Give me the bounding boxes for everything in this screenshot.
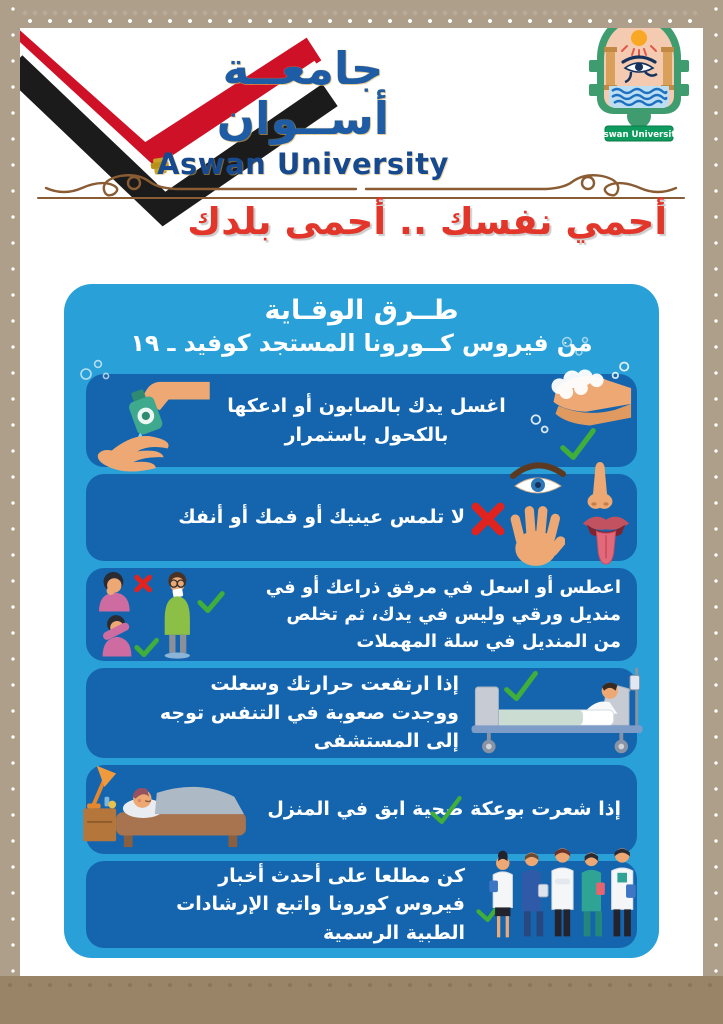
doctor-figure <box>489 851 512 938</box>
prevention-row-go-to-hospital <box>86 668 637 758</box>
nose-icon <box>583 460 617 512</box>
prevention-rows <box>86 374 637 948</box>
prevention-row-stay-home <box>86 765 637 854</box>
nurse-figure <box>582 853 605 937</box>
medical-staff-icon <box>487 842 637 946</box>
row-text: إذا شعرت بوعكة صحية ابق في المنزل <box>267 798 621 821</box>
row-text: إذا ارتفعت حرارتك وسعلت ووجدت صعوبة في التنفس توجه إلى المستشفى <box>159 673 459 753</box>
checkmark-icon <box>427 793 465 827</box>
sneeze-into-hand-icon <box>99 572 130 612</box>
row-text: اعطس أو اسعل في مرفق ذراعك أو في منديل ورقي وليس في يدك، ثم تخلص من المنديل في سلة المهملات <box>265 577 621 652</box>
logo-column-icon <box>663 50 672 86</box>
doctor-figure <box>612 848 636 936</box>
row-text: كن مطلعا على أحدث أخبار فيروس كورونا واتبع الإرشادات الطبية الرسمية <box>176 864 465 944</box>
prevention-row-stay-informed <box>86 861 637 948</box>
slogan-title: أحمي نفسك .. أحمى بلدك <box>187 200 667 243</box>
cross-icon <box>469 500 507 538</box>
ornamental-border-right <box>703 0 723 1024</box>
sneeze-into-elbow-icon <box>103 615 132 656</box>
ornamental-border-bottom <box>0 976 723 1024</box>
row-text: لا تلمس عينيك أو فمك أو أنفك <box>178 506 465 529</box>
bubbles-decoration <box>78 354 118 384</box>
sanitizer-hands-icon <box>84 374 212 472</box>
university-name-english: Aswan University <box>157 147 449 181</box>
prevention-panel <box>64 284 659 958</box>
palm-icon <box>509 504 565 568</box>
eye-icon <box>507 462 567 498</box>
panel-title-line1: طــرق الوقـاية <box>264 295 459 326</box>
cross-icon <box>137 577 150 590</box>
university-name-arabic: جامعــة أســوان <box>216 42 390 145</box>
checkmark-icon <box>137 640 157 654</box>
sneeze-figures-icon <box>90 566 252 666</box>
aswan-university-emblem-icon <box>587 10 691 148</box>
logo-column-icon <box>606 50 615 86</box>
flourish-divider <box>26 166 696 204</box>
logo-label: Aswan University <box>596 130 682 140</box>
bubbles-decoration <box>557 332 593 362</box>
prevention-row-wash-hands <box>86 374 637 467</box>
logo-sun-icon <box>631 30 647 46</box>
doctor-figure <box>552 848 573 936</box>
hospital-bed-icon <box>463 662 651 758</box>
panel-title-line2: من فيروس كــورونا المستجد كوفيد ـ ١٩ <box>130 328 593 357</box>
mouth-icon <box>579 510 633 568</box>
face-parts-icons <box>507 462 633 570</box>
nurse-figure <box>522 853 548 937</box>
prevention-row-sneeze-etiquette <box>86 568 637 661</box>
checkmark-icon <box>200 594 223 611</box>
bed-rest-icon <box>80 758 252 850</box>
sneeze-into-tissue-icon <box>165 572 190 659</box>
checkmark-icon <box>557 425 599 463</box>
header-titles <box>138 44 468 181</box>
prevention-row-no-touch-face <box>86 474 637 561</box>
row-text: اغسل يدك بالصابون أو ادعكها بالكحول باستمرار <box>227 395 506 446</box>
